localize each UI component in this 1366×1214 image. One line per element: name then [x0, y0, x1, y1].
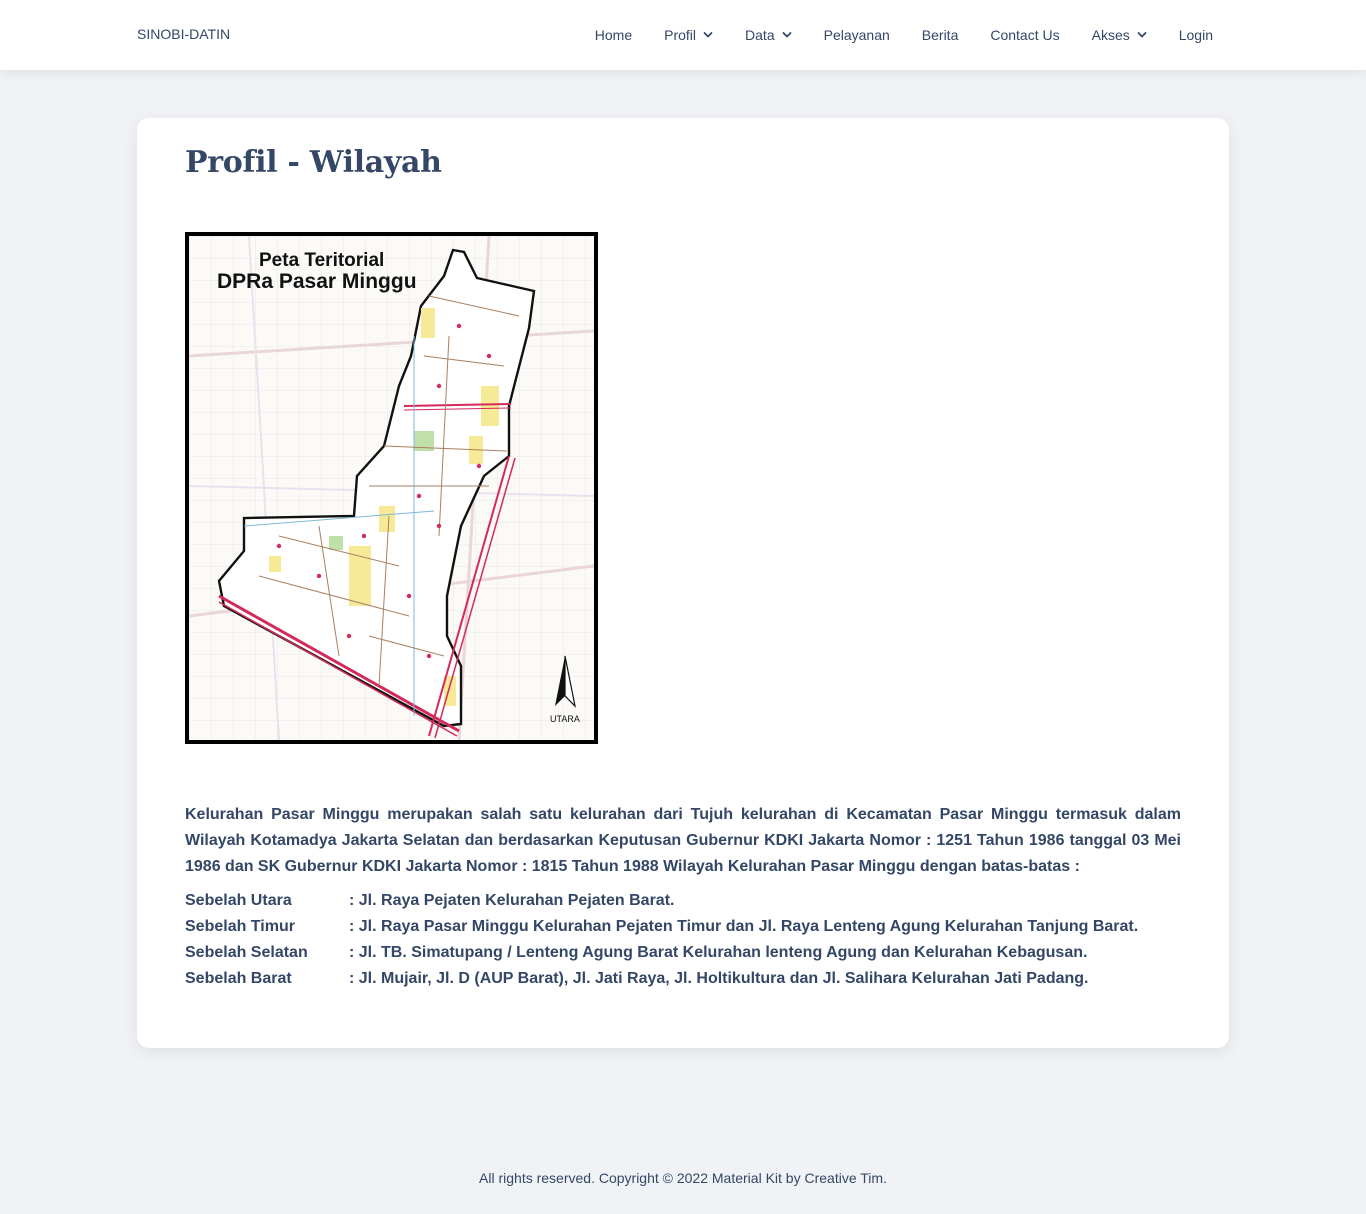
border-value: : Jl. Raya Pejaten Kelurahan Pejaten Barat. — [349, 892, 675, 909]
border-label: Sebelah Timur — [185, 918, 295, 935]
nav-contact-us-label: Contact Us — [990, 27, 1060, 43]
nav-data[interactable] — [745, 27, 792, 43]
page-title: Profil - Wilayah — [185, 145, 442, 180]
nav-akses-label: Akses — [1091, 27, 1130, 43]
chevron-down-icon — [1137, 30, 1147, 40]
main-nav — [563, 0, 1213, 70]
nav-login[interactable] — [1179, 27, 1213, 43]
border-label: Sebelah Selatan — [185, 944, 308, 961]
map-title-line2: DPRa Pasar Minggu — [217, 270, 417, 293]
map-graphic — [189, 236, 594, 740]
border-row-north — [185, 888, 1181, 914]
nav-contact-us[interactable] — [990, 27, 1059, 43]
compass-label: UTARA — [550, 714, 580, 724]
border-row-east — [185, 914, 1181, 940]
border-value: : Jl. TB. Simatupang / Lenteng Agung Barat Kelurahan lenteng Agung dan Kelurahan Kebagusan. — [349, 944, 1088, 961]
border-row-west — [185, 966, 1181, 992]
nav-home[interactable] — [595, 27, 632, 43]
chevron-down-icon — [703, 30, 713, 40]
border-list — [185, 888, 1181, 992]
nav-profil[interactable] — [664, 27, 713, 43]
nav-akses[interactable] — [1092, 27, 1147, 43]
border-value: : Jl. Mujair, Jl. D (AUP Barat), Jl. Jati Raya, Jl. Holtikultura dan Jl. Salihara Kelurahan Jati Padang. — [349, 970, 1089, 987]
content-card — [137, 118, 1229, 1048]
footer-copyright: All rights reserved. Copyright © 2022 Material Kit by Creative Tim. — [479, 1170, 887, 1186]
border-label: Sebelah Barat — [185, 970, 292, 987]
territorial-map-image — [185, 232, 598, 744]
border-label: Sebelah Utara — [185, 892, 292, 909]
nav-berita-label: Berita — [921, 27, 959, 43]
nav-home-label: Home — [594, 27, 633, 43]
nav-pelayanan[interactable] — [824, 27, 890, 43]
nav-berita[interactable] — [922, 27, 959, 43]
region-description: Kelurahan Pasar Minggu merupakan salah satu kelurahan dari Tujuh kelurahan di Kecamatan Pasar Minggu termasuk dalam Wilayah Kotamadya Jakarta Selatan dan berdasarkan Keputusan Gubernur KDKI Jakarta Nomor : 1251 Tahun 1986 tanggal 03 Mei 1986 dan SK Gubernur KDKI Jakarta Nomor : 1815 Tahun 1988 Wilayah Kelurahan Pasar Minggu dengan batas-batas : — [185, 806, 1181, 875]
border-value: : Jl. Raya Pasar Minggu Kelurahan Pejaten Timur dan Jl. Raya Lenteng Agung Kelurahan Tanjung Barat. — [349, 918, 1139, 935]
nav-pelayanan-label: Pelayanan — [823, 27, 890, 43]
nav-data-label: Data — [745, 27, 775, 43]
map-title-line1: Peta Teritorial — [259, 250, 385, 271]
navbar — [0, 0, 1366, 70]
chevron-down-icon — [782, 30, 792, 40]
nav-profil-label: Profil — [664, 27, 697, 43]
nav-login-label: Login — [1178, 27, 1213, 43]
brand-link[interactable]: SINOBI-DATIN — [137, 26, 231, 42]
border-row-south — [185, 940, 1181, 966]
